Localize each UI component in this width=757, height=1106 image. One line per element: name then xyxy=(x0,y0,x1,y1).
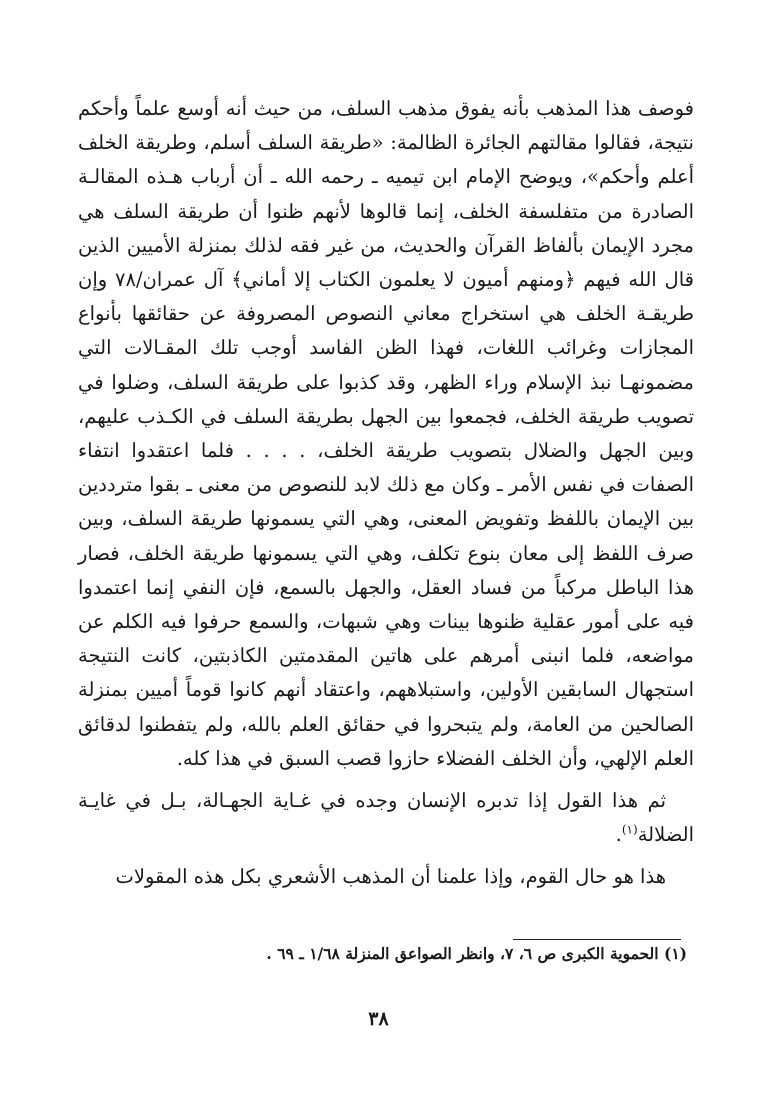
footnote-separator xyxy=(513,939,681,940)
main-text xyxy=(78,92,694,895)
paragraph: فوصف هذا المذهب بأنه يفوق مذهب السلف، من حيث أنه أوسع علماً وأحكم نتيجة، فقالوا مقالتهم الجائرة الظالمة: «طريقة السلف أسلم، وطريقة الخلف أعلم وأحكم»، ويوضح الإمام ابن تيميه ـ رحمه الله ـ أن أرباب هـذه المقالـة الصادرة من متفلسفة الخلف، إنما قالوها لأنهم ظنوا أن طريقة السلف هي مجرد الإيمان بألفاظ القرآن والحديث، من غير فقه لذلك بمنزلة الأميين الذين قال الله فيهم ﴿ومنهم أميون لا يعلمون الكتاب إلا أماني﴾ آل عمران/٧٨ وإن طريقـة الخلف هي استخراج معاني النصوص المصروفة عن حقائقها بأنواع المجازات وغرائب اللغات، فهذا الظن الفاسد أوجب تلك المقـالات التي مضمونهـا نبذ الإسلام وراء الظهر، وقد كذبوا على طريقة السلف، وضلوا في تصويب طريقة الخلف، فجمعوا بين الجهل بطريقة السلف في الكـذب عليهم، وبين الجهل والضلال بتصويب طريقة الخلف، . . . . فلما اعتقدوا انتفاء الصفات في نفس الأمر ـ وكان مع ذلك لابد للنصوص من معنى ـ بقوا مترددين بين الإيمان باللفظ وتفويض المعنى، وهي التي يسمونها طريقة السلف، وبين صرف اللفظ إلى معان بنوع تكلف، وهي التي يسمونها طريقة الخلف، فصار هذا الباطل مركباً من فساد العقل، والجهل بالسمع، فإن النفي إنما اعتمدوا فيه على أمور عقلية ظنوها بينات وهي شبهات، والسمع حرفوا فيه الكلم عن مواضعه، فلما انبنى أمرهم على هاتين المقدمتين الكاذبتين، كانت النتيجة استجهال السابقين الأولين، واستبلاههم، واعتقاد أنهم كانوا قوماً أميين بمنزلة الصالحين من العامة، ولم يتبحروا في حقائق العلم بالله، ولم يتفطنوا لدقائق العلم الإلهي، وأن الخلف الفضلاء حازوا قصب السبق في هذا كله. xyxy=(78,97,694,770)
paragraph xyxy=(78,784,694,852)
footnote: (١) الحموية الكبرى ص ٦، ٧، وانظر الصواعق المنزلة ١/٦٨ ـ ٦٩ . xyxy=(266,944,687,963)
paragraph: هذا هو حال القوم، وإذا علمنا أن المذهب الأشعري بكل هذه المقولات xyxy=(115,865,666,889)
page-number: ٣٨ xyxy=(368,1008,389,1030)
paragraph-text: ثم هذا القول إذا تدبره الإنسان وجده في غـاية الجهـالة، بـل في غايـة الضلالة xyxy=(78,789,694,847)
paragraph-end: . xyxy=(615,823,622,847)
footnote-marker: (١) xyxy=(621,822,638,837)
